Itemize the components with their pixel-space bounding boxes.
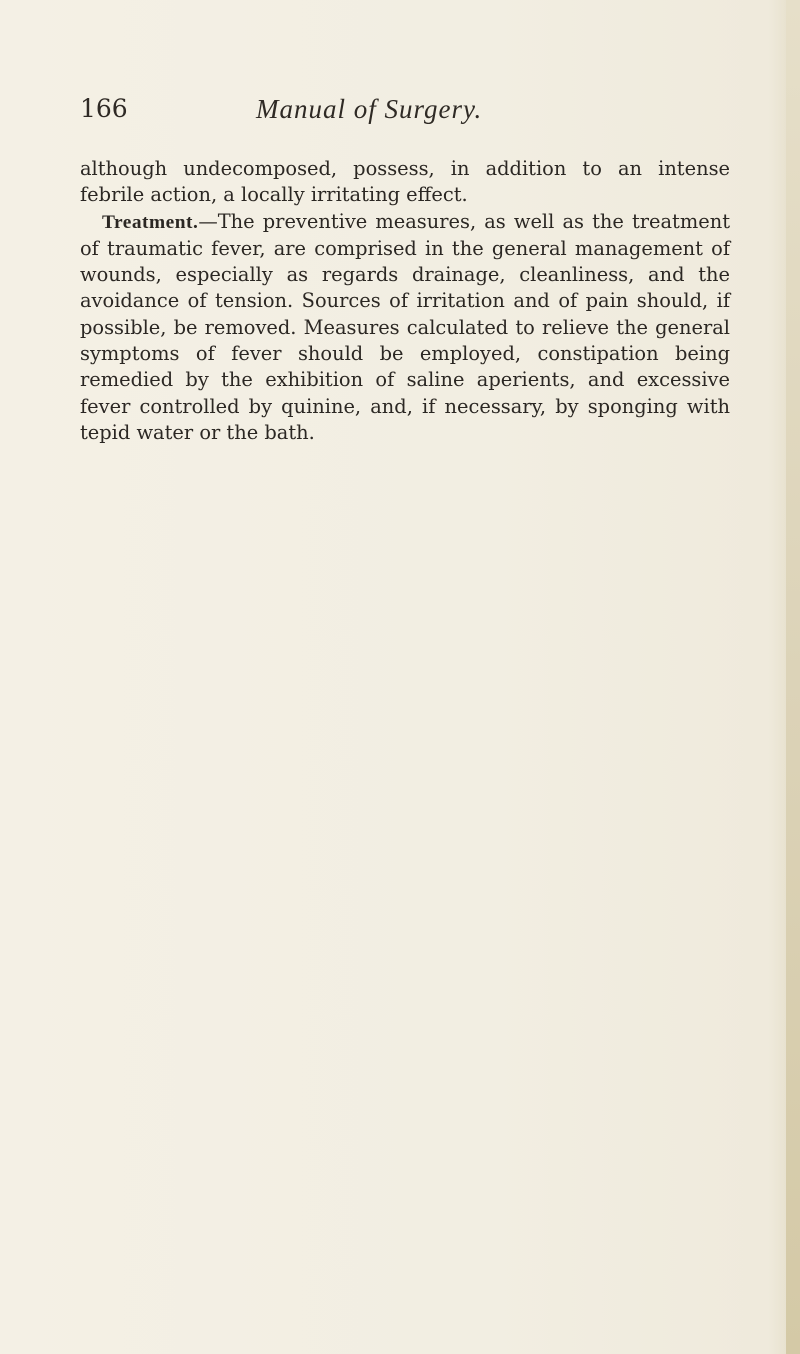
page-number: 166 (80, 94, 128, 123)
section-heading-treatment: Treatment. (102, 211, 199, 233)
page-header (80, 94, 720, 130)
page-edge-shadow (786, 0, 800, 1354)
paragraph-treatment (80, 209, 730, 447)
treatment-text: —The preventive measures, as well as the treatment of traumatic fever, are comprised in the general management of wounds, especially as regards drainage, cleanliness, and the avoidance of tension. Sources of irritation and of pain should, if possible, be removed. Measures calculated to relieve the general symptoms of fever should be employed, constipation being remedied by the exhibition of saline aperients, and excessive fever controlled by quinine, and, if necessary, by sponging with tepid water or the bath. (80, 209, 730, 444)
running-title: Manual of Surgery. (256, 94, 483, 124)
body-text (80, 156, 730, 446)
paragraph-continuation: although undecomposed, possess, in addition to an intense febrile action, a locally irritating effect. (80, 157, 730, 207)
